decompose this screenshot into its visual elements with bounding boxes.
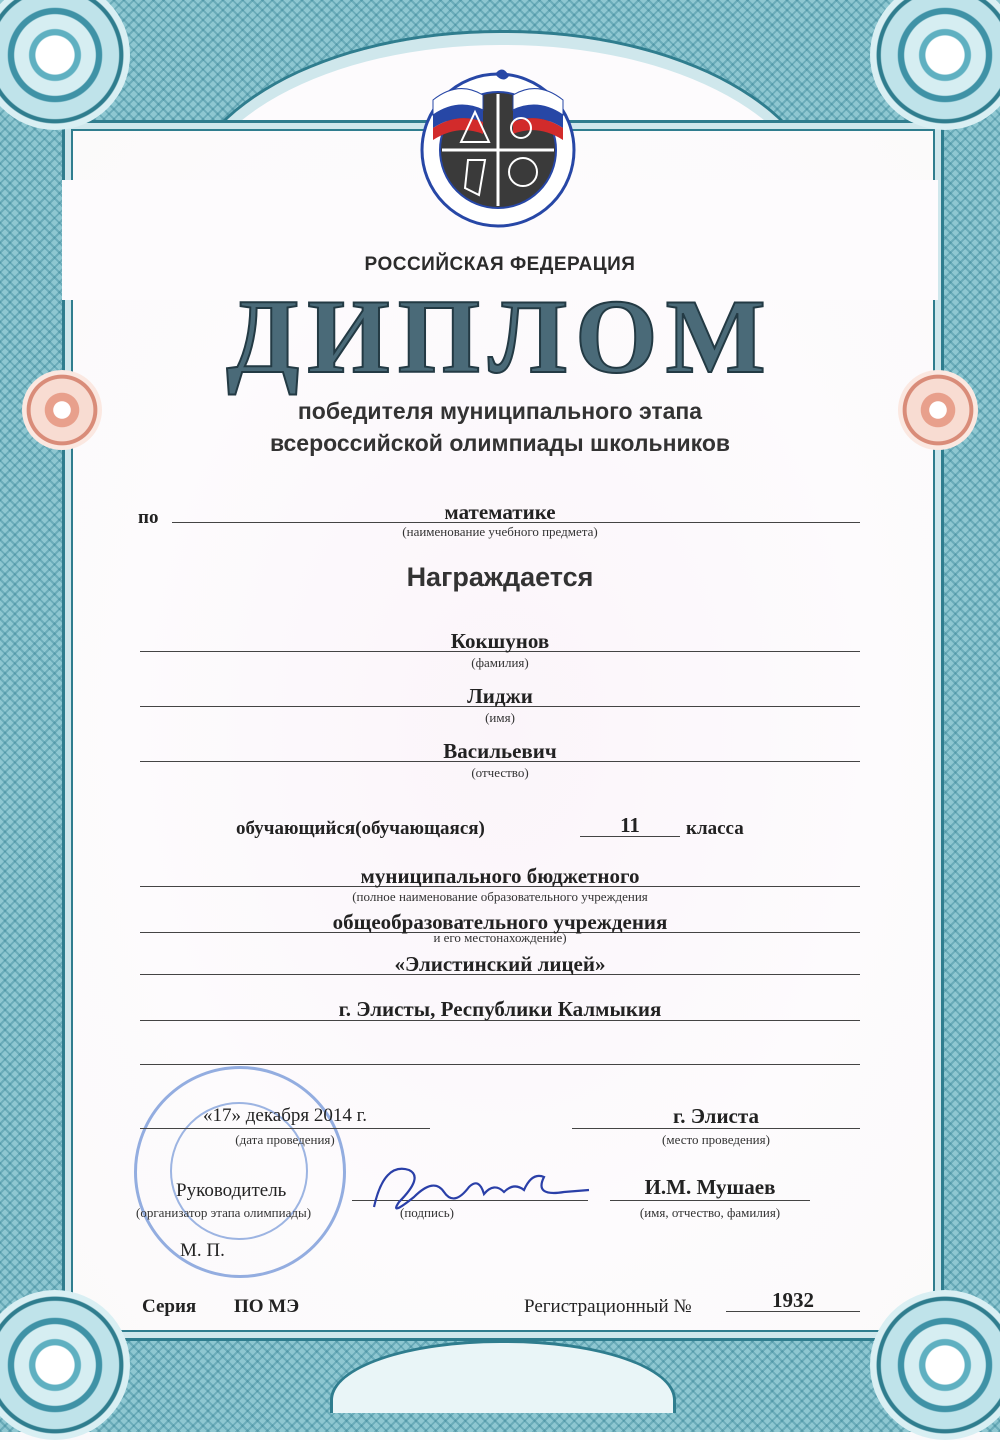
surname-caption: (фамилия) bbox=[471, 655, 529, 670]
school-location: г. Элисты, Республики Калмыкия bbox=[338, 997, 662, 1021]
event-date: «17» декабря 2014 г. bbox=[202, 1105, 368, 1126]
school-caption-2: и его местонахождение) bbox=[433, 930, 567, 945]
role-caption: (организатор этапа олимпиады) bbox=[136, 1205, 312, 1220]
handwritten-signature bbox=[364, 1152, 594, 1232]
school-name-1: муниципального бюджетного bbox=[360, 864, 640, 888]
patronymic-value: Васильевич bbox=[443, 739, 557, 763]
subject-caption: (наименование учебного предмета) bbox=[402, 524, 598, 539]
diploma-title: ДИПЛОМ bbox=[226, 278, 774, 395]
award-label: Награждается bbox=[406, 562, 594, 592]
signatory-name-caption: (имя, отчество, фамилия) bbox=[639, 1205, 781, 1220]
series-value: ПО МЭ bbox=[234, 1296, 300, 1317]
school-name-3: «Элистинский лицей» bbox=[394, 952, 606, 976]
signatory-name-line bbox=[610, 1200, 810, 1201]
surname-value: Кокшунов bbox=[450, 629, 550, 653]
official-stamp bbox=[134, 1066, 346, 1278]
subject-value: математике bbox=[444, 500, 556, 524]
subtitle-line-1: победителя муниципального этапа bbox=[297, 398, 703, 424]
registration-label: Регистрационный № bbox=[524, 1296, 692, 1317]
signatory-name: И.М. Мушаев bbox=[644, 1175, 776, 1199]
subject-prefix: по bbox=[138, 507, 159, 528]
grade-suffix: класса bbox=[686, 818, 744, 839]
name-caption: (имя) bbox=[485, 710, 515, 725]
blank-line bbox=[140, 1064, 860, 1065]
patronymic-caption: (отчество) bbox=[471, 765, 529, 780]
subtitle-line-2: всероссийской олимпиады школьников bbox=[269, 430, 731, 456]
school-caption-1: (полное наименование образовательного учреждения bbox=[352, 889, 648, 904]
date-caption: (дата проведения) bbox=[235, 1132, 335, 1147]
signatory-role: Руководитель bbox=[176, 1180, 287, 1201]
grade-prefix: обучающийся(обучающаяся) bbox=[236, 818, 485, 839]
registration-number: 1932 bbox=[772, 1288, 814, 1312]
series-label: Серия bbox=[142, 1296, 197, 1317]
event-place: г. Элиста bbox=[673, 1104, 759, 1128]
grade-value: 11 bbox=[620, 813, 640, 837]
name-value: Лиджи bbox=[467, 684, 533, 708]
country-heading: РОССИЙСКАЯ ФЕДЕРАЦИЯ bbox=[364, 254, 636, 275]
seal-place-mark: М. П. bbox=[180, 1240, 225, 1261]
date-line bbox=[140, 1128, 430, 1129]
olympiad-emblem bbox=[413, 60, 583, 230]
signature-caption: (подпись) bbox=[400, 1205, 454, 1220]
place-caption: (место проведения) bbox=[662, 1132, 770, 1147]
school-name-2: общеобразовательного учреждения bbox=[332, 910, 668, 934]
